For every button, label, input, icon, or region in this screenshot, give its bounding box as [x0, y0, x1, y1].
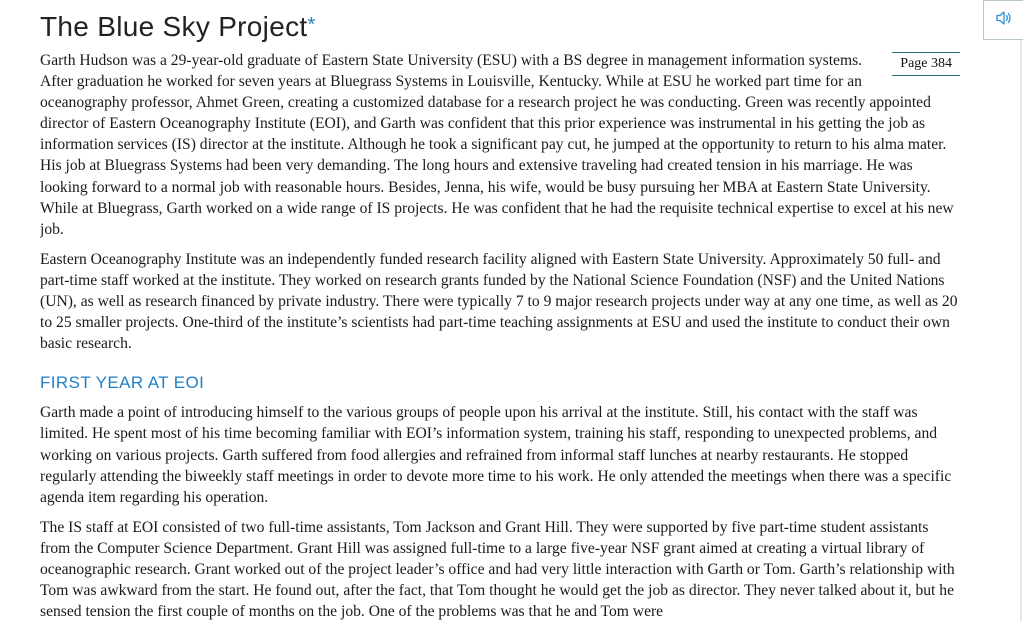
- read-aloud-button[interactable]: [983, 0, 1023, 40]
- document-body: [40, 0, 960, 621]
- paragraph-section-2: The IS staff at EOI consisted of two full-time assistants, Tom Jackson and Grant Hill. They were supported by five part-time student assistants from the Computer Science Department. Grant Hill was assigned full-time to a large five-year NSF grant aimed at creating a virtual library of oceanographic research. Grant worked out of the project leader’s office and had very little interaction with Garth or Tom. Garth’s relationship with Tom was awkward from the start. He found out, after the fact, that Tom thought he would get the job as director. They never talked about it, but he sensed tension the first couple of months on the job. One of the problems was that he and Tom were: [40, 518, 955, 621]
- paragraph-intro-1: [40, 50, 960, 240]
- paragraph-section-1: Garth made a point of introducing himself to the various groups of people upon his arrival at the institute. Still, his contact with the staff was limited. He spent most of his time becoming familiar with EOI’s information system, training his staff, responding to unexpected problems, and working on various projects. Garth suffered from food allergies and refrained from informal staff lunches at nearby restaurants. He stopped regularly attending the biweekly staff meetings in order to devote more time to his work. He only attended the meetings when there was a specific agenda item regarding his operation.: [40, 404, 952, 506]
- section-heading: FIRST YEAR AT EOI: [40, 373, 205, 393]
- page-title: [40, 10, 960, 44]
- paragraph-intro-2: Eastern Oceanography Institute was an independently funded research facility aligned with Eastern State University. Approximately 50 full- and part-time staff worked at the institute. They worked on research grants funded by the National Science Foundation (NSF) and the United Nations (UN), as well as research financed by private industry. There were typically 7 to 9 major research projects under way at any one time, as well as 20 to 25 smaller projects. One-third of the institute’s scientists had part-time teaching assignments at ESU and used the institute to conduct their own basic research.: [40, 250, 958, 353]
- page-number-marker: Page 384: [892, 52, 960, 76]
- right-divider: [1020, 40, 1022, 621]
- title-asterisk-marker: *: [307, 14, 316, 36]
- speaker-icon: [995, 10, 1013, 31]
- page-title-text: The Blue Sky Project: [40, 11, 308, 42]
- paragraph-intro-1-text: Garth Hudson was a 29-year-old graduate of Eastern State University (ESU) with a BS degree in management information systems. After graduation he worked for seven years at Bluegrass Systems in Louisville, Kentucky. While at ESU he worked part time for an oceanography professor, Ahmet Green, creating a customized database for a research project he was conducting. Green was recently appointed director of Eastern Oceanography Institute (EOI), and Garth was confident that this prior experience was instrumental in his getting the job as information services (IS) director at the institute. Although he took a significant pay cut, he jumped at the opportunity to return to his alma mater. His job at Bluegrass Systems had been very demanding. The long hours and extensive traveling had created tension in his marriage. He was looking forward to a normal job with reasonable hours. Besides, Jenna, his wife, would be busy pursuing her MBA at Eastern State University. While at Bluegrass, Garth worked on a wide range of IS projects. He was confident that he had the requisite technical expertise to excel at his new job.: [40, 52, 954, 238]
